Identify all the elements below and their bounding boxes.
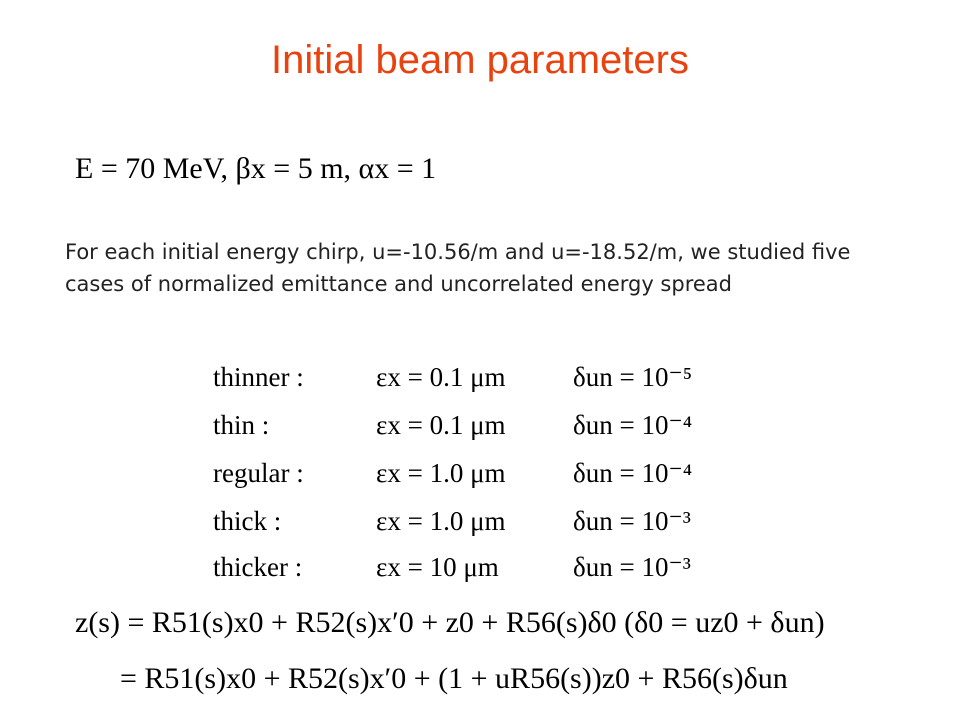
case-emittance: εx = 0.1 μm (376, 362, 506, 392)
case-name: thinner : (213, 362, 304, 392)
case-energy-spread: δun = 10⁻⁴ (573, 458, 693, 488)
beam-params-equation: E = 70 MeV, βx = 5 m, αx = 1 (75, 152, 437, 185)
case-emittance: εx = 1.0 μm (376, 506, 506, 536)
case-emittance: εx = 1.0 μm (376, 458, 506, 488)
description-text: For each initial energy chirp, u=-10.56/m and u=-18.52/m, we studied five cases of normalized emittance and uncorrelated energy spread (65, 240, 851, 296)
slide-title: Initial beam parameters (271, 38, 689, 82)
case-energy-spread: δun = 10⁻⁴ (573, 410, 693, 440)
case-energy-spread: δun = 10⁻³ (573, 552, 691, 582)
case-emittance: εx = 10 μm (376, 552, 499, 582)
case-name: regular : (213, 458, 304, 488)
equation-line-1: z(s) = R51(s)x0 + R52(s)x′0 + z0 + R56(s)δ0 (δ0 = uz0 + δun) (75, 606, 825, 639)
case-energy-spread: δun = 10⁻⁵ (573, 362, 693, 392)
case-name: thicker : (213, 552, 303, 582)
equation-line-2: = R51(s)x0 + R52(s)x′0 + (1 + uR56(s))z0 + R56(s)δun (120, 662, 788, 695)
case-name: thin : (213, 410, 270, 440)
case-emittance: εx = 0.1 μm (376, 410, 506, 440)
case-energy-spread: δun = 10⁻³ (573, 506, 691, 536)
case-name: thick : (213, 506, 282, 536)
